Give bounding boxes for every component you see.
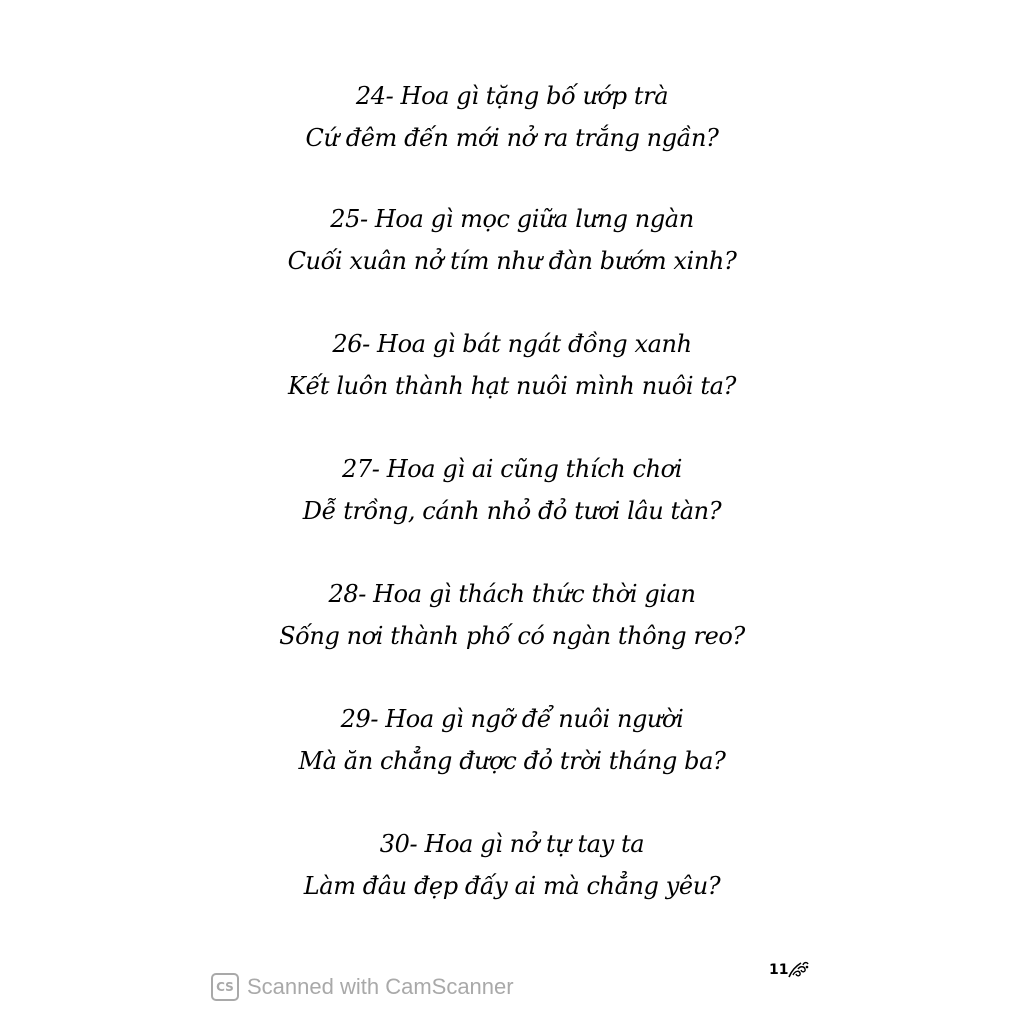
verse-line-question: 24- Hoa gì tặng bố ướp trà	[355, 82, 669, 110]
verse-29	[0, 698, 1024, 782]
verse-line-question: 30- Hoa gì nở tự tay ta	[379, 830, 645, 858]
verse-line-question: 28- Hoa gì thách thức thời gian	[328, 580, 696, 608]
verse-line-question: 26- Hoa gì bát ngát đồng xanh	[332, 330, 692, 358]
verse-24	[0, 75, 1024, 159]
verse-line-answer-hint: Làm đâu đẹp đấy ai mà chẳng yêu?	[303, 872, 721, 900]
verse-line-answer-hint: Mà ăn chẳng được đỏ trời tháng ba?	[298, 747, 726, 775]
verse-26	[0, 323, 1024, 407]
verse-28	[0, 573, 1024, 657]
verse-line-answer-hint: Sống nơi thành phố có ngàn thông reo?	[279, 622, 745, 650]
camscanner-watermark	[211, 972, 514, 1002]
verse-25	[0, 198, 1024, 282]
page-number: 11	[769, 962, 789, 978]
verse-line-answer-hint: Kết luôn thành hạt nuôi mình nuôi ta?	[288, 372, 736, 400]
verse-line-question: 29- Hoa gì ngỡ để nuôi người	[340, 705, 684, 733]
watermark-text: Scanned with CamScanner	[247, 974, 514, 999]
verse-27	[0, 448, 1024, 532]
verse-line-answer-hint: Cuối xuân nở tím như đàn bướm xinh?	[287, 247, 737, 275]
verse-line-question: 25- Hoa gì mọc giữa lưng ngàn	[330, 205, 694, 233]
verse-line-answer-hint: Dễ trồng, cánh nhỏ đỏ tươi lâu tàn?	[302, 497, 722, 525]
flourish-icon	[786, 958, 810, 982]
verse-line-question: 27- Hoa gì ai cũng thích chơi	[342, 455, 682, 483]
camscanner-logo-icon: CS	[211, 973, 239, 1001]
verse-30	[0, 823, 1024, 907]
verse-line-answer-hint: Cứ đêm đến mới nở ra trắng ngần?	[305, 124, 719, 152]
